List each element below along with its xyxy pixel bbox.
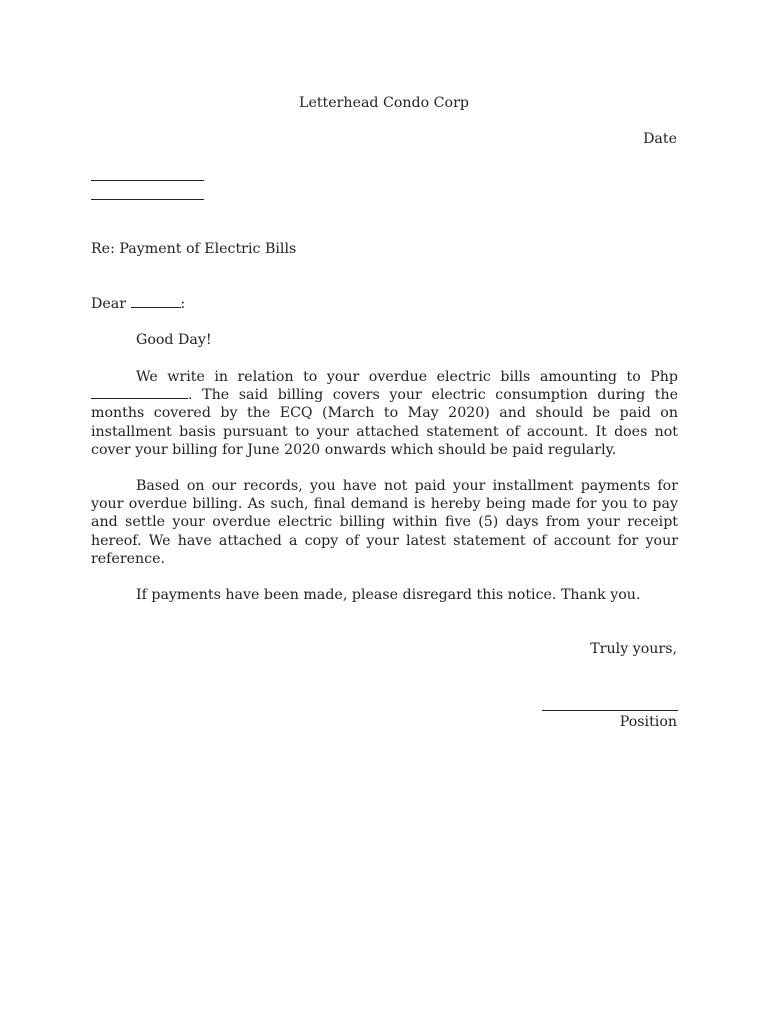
closing: Truly yours,: [590, 641, 677, 657]
paragraph-2: Based on our records, you have not paid your installment payments for your overdue billing. As such, final demand is hereby being made for you to pay and settle your overdue electric billing within five (5) days from your receipt hereof. We have attached a copy of your latest statement of account for your reference.: [91, 478, 678, 567]
salutation-prefix: Dear: [91, 296, 127, 312]
paragraph-1-rest: . The said billing covers your electric consumption during the months covered by the ECQ (March to May 2020) and should be paid on installment basis pursuant to your attached statement of account. It does not cover your billing for June 2020 onwards which should be paid regularly.: [91, 387, 678, 458]
paragraph-3: If payments have been made, please disregard this notice. Thank you.: [136, 587, 641, 603]
amount-blank: [91, 387, 188, 399]
paragraph-1-start: We write in relation to your overdue electric bills amounting to Php: [136, 369, 678, 385]
date-label: Date: [643, 131, 677, 147]
signature-position: Position: [619, 714, 677, 730]
paragraph-1: [91, 368, 678, 459]
recipient-name-line: [91, 180, 204, 181]
greeting: Good Day!: [136, 332, 212, 348]
subject-line: Re: Payment of Electric Bills: [91, 241, 297, 257]
salutation-suffix: :: [180, 296, 186, 312]
salutation-name-blank: [131, 296, 181, 308]
salutation: [91, 296, 185, 312]
recipient-address-line: [91, 199, 204, 200]
letterhead: Letterhead Condo Corp: [299, 95, 469, 111]
signature-line: [542, 710, 678, 711]
